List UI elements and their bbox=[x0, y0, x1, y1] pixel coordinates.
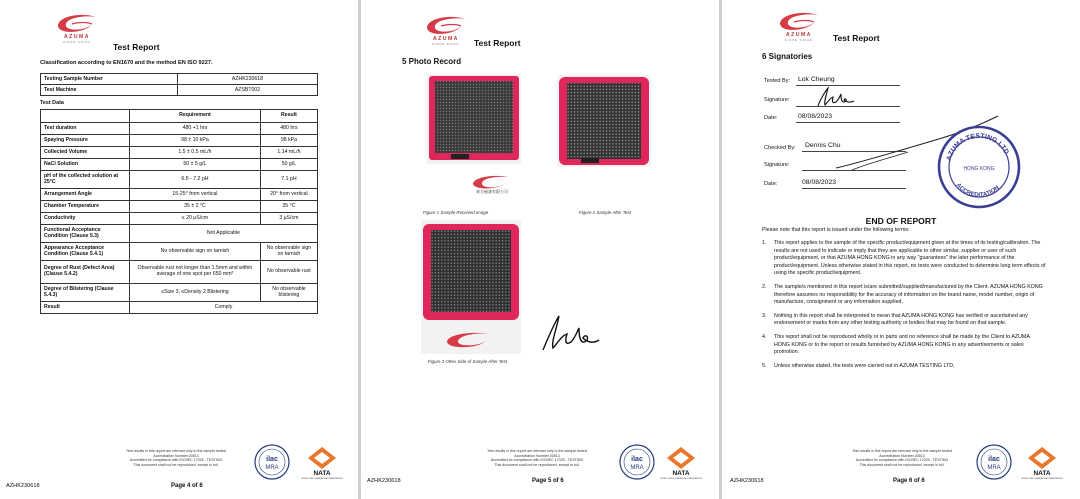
azuma-swirl-icon bbox=[770, 10, 828, 32]
report-page-4 bbox=[0, 0, 358, 499]
company-stamp-icon bbox=[936, 124, 1022, 210]
page-number: Page 4 of 6 bbox=[171, 483, 203, 489]
row-result: 50 g/L bbox=[260, 159, 317, 171]
row-result: 480 hrs bbox=[260, 123, 317, 135]
term-number: 4. bbox=[762, 333, 767, 340]
signature-label: Signature: bbox=[764, 97, 790, 103]
sample-received-photo bbox=[427, 74, 521, 164]
table-row bbox=[41, 284, 318, 302]
stamp-bottom-text: ACCREDITATION bbox=[954, 182, 1001, 199]
list-item bbox=[762, 284, 1046, 307]
rust-label: Degree of Rust (Defect Area) (Clause 5.4.2) bbox=[41, 261, 130, 284]
result-value: Comply bbox=[130, 302, 318, 314]
test-data-table bbox=[40, 109, 318, 314]
photo-azuma-label bbox=[465, 174, 519, 194]
term-text: This report shall not be reproduced wholly or in parts and no reference shall be made by the Client to AZUMA HONG KONG or to the report or results furnished by AZUMA HONG KONG in any advertisements or sales promotion. bbox=[774, 333, 1030, 356]
stamp-top-text: AZUMA TESTING LTD bbox=[945, 132, 1010, 162]
row-requirement: 480 +1 hrs bbox=[130, 123, 261, 135]
checked-by-name: Dennis Chu bbox=[805, 142, 841, 149]
sample-number-label: Testing Sample Number bbox=[41, 74, 178, 85]
signature-image bbox=[537, 312, 603, 356]
signatories-heading: 6 Signatories bbox=[762, 52, 813, 61]
photo-record-heading: 5 Photo Record bbox=[402, 57, 462, 66]
functional-acceptance-label: Functional Acceptance Condition (Clause 5.3) bbox=[41, 225, 130, 243]
term-number: 5. bbox=[762, 362, 767, 369]
row-result: 1.14 mL/h bbox=[260, 147, 317, 159]
sample-reference: AZHK230618 bbox=[6, 483, 40, 489]
table-row bbox=[41, 171, 318, 189]
checker-signature-line bbox=[802, 170, 906, 171]
sample-other-side-photo bbox=[421, 220, 521, 354]
term-number: 3. bbox=[762, 312, 767, 319]
row-requirement: 98 ± 10 kPa bbox=[130, 135, 261, 147]
test-data-heading: Test Data bbox=[40, 100, 64, 106]
azuma-swirl-icon bbox=[48, 12, 106, 34]
report-title: Test Report bbox=[474, 38, 521, 48]
term-text: Nothing in this report shall be interpreted to mean that AZUMA HONG KONG has verified or ascertained any endorsement or marks from any other testing authority or bodies that may be found on that sample. bbox=[774, 312, 1028, 327]
accreditation-footnote: Test results in this report are relevant only to the sample tested Accreditation Number:20513 Accredited for compliance with ISO/IEC 17025 - TESTING This document shall not be reproduced, except in full. bbox=[852, 449, 952, 467]
checked-by-label: Checked By: bbox=[764, 145, 796, 151]
table-row bbox=[41, 225, 318, 243]
row-result: 35 °C bbox=[260, 201, 317, 213]
row-label: Spaying Pressure bbox=[41, 135, 130, 147]
logo-subtext: HONG KONG bbox=[432, 42, 460, 46]
list-item bbox=[762, 313, 1046, 328]
empty-header-cell bbox=[41, 110, 130, 123]
term-text: The sample/s mentioned in this report is/are submitted/supplied/manufactured by the Client. AZUMA HONG KONG therefore assumes no responsibility for the accuracy of information on the brand name, model number, origin of manufacture, consignment or any information supplied. bbox=[774, 283, 1043, 306]
report-title: Test Report bbox=[113, 42, 160, 52]
table-row bbox=[41, 261, 318, 284]
date-label: Date: bbox=[764, 181, 778, 187]
classification-text: Classification according to EN1670 and the method EN ISO 9227. bbox=[40, 60, 213, 66]
accreditation-footnote: Test results in this report are relevant only to the sample tested Accreditation Number:20513 Accredited for compliance with ISO/IEC 17025 - TESTING This document shall not be reproduced, except in full. bbox=[126, 449, 226, 467]
functional-acceptance-value: Not Applicable bbox=[130, 225, 318, 243]
tested-by-label: Tested By: bbox=[764, 78, 791, 84]
nata-text: NATA bbox=[672, 470, 690, 477]
row-requirement: ≤ 20 μS/cm bbox=[130, 213, 261, 225]
ilac-text: ilac bbox=[266, 456, 278, 463]
figure-3-caption: Figure 3 Other Side of Sample After Test bbox=[428, 359, 507, 364]
row-label: Chamber Temperature bbox=[41, 201, 130, 213]
table-row bbox=[41, 74, 318, 85]
azuma-swirl-icon bbox=[417, 14, 475, 36]
sample-reference: AZHK230618 bbox=[367, 478, 401, 484]
nata-seal-icon bbox=[1021, 446, 1063, 480]
sample-reference: AZHK230618 bbox=[730, 478, 764, 484]
tested-by-name: Lok Cheung bbox=[798, 76, 835, 83]
row-label: Arrangement Angle bbox=[41, 189, 130, 201]
row-label: Collected Volume bbox=[41, 147, 130, 159]
logo-text: AZUMA bbox=[785, 32, 813, 38]
nata-text: NATA bbox=[1033, 470, 1051, 477]
end-of-report-heading: END OF REPORT bbox=[865, 216, 937, 226]
row-requirement: 35 ± 2 °C bbox=[130, 201, 261, 213]
test-machine-label: Test Machine bbox=[41, 85, 178, 96]
result-label: Result bbox=[41, 302, 130, 314]
azuma-logo bbox=[417, 14, 475, 46]
table-row bbox=[41, 201, 318, 213]
nata-seal-icon bbox=[301, 446, 343, 480]
test-machine-value: AZSBT002 bbox=[178, 85, 318, 96]
rust-result: No observable rust bbox=[260, 261, 317, 284]
row-result: 20° from vertical bbox=[260, 189, 317, 201]
term-text: This report applies to the sample of the specific product/equipment given at the times of its testing/calibration. The results are not used to indicate or imply that they are applicable to other similar, supplier or user of such product/equipment, or that AZUMA HONG KONG in any way "guarantees" the later performance of the product/equipment. Unless otherwise stated in this report, no tests were conducted to determine long term effects of using the specific product/equipment. bbox=[774, 240, 1046, 277]
accreditation-footnote: Test results in this report are relevant only to the sample tested Accreditation Number:20513 Accredited for compliance with ISO/IEC 17025 - TESTING This document shall not be reproduced, except in full. bbox=[487, 449, 587, 467]
report-title: Test Report bbox=[833, 33, 880, 43]
ilac-mra-seal-icon bbox=[619, 444, 655, 480]
nata-subtext: WORLD RECOGNISED ACCREDITATION bbox=[660, 478, 702, 480]
mra-text: MRA bbox=[987, 465, 1001, 471]
figure-2-caption: Figure 2 Sample After Test bbox=[579, 210, 631, 215]
table-row bbox=[41, 243, 318, 261]
appearance-result: No observable sign on tarnish bbox=[260, 243, 317, 261]
term-number: 2. bbox=[762, 283, 767, 290]
azuma-logo bbox=[770, 10, 828, 42]
photo-cn-label: 東方檢測有限公司 bbox=[476, 189, 508, 194]
table-row bbox=[41, 189, 318, 201]
blistering-label: Degree of Blistering (Clause 5.4.3) bbox=[41, 284, 130, 302]
stamp-sub-text: HONG KONG bbox=[963, 166, 995, 172]
list-item bbox=[762, 363, 1046, 371]
row-label: pH of the collected solution at 25°C bbox=[41, 171, 130, 189]
row-result: 3 μS/cm bbox=[260, 213, 317, 225]
table-row bbox=[41, 123, 318, 135]
page-number: Page 6 of 6 bbox=[893, 478, 925, 484]
list-item bbox=[762, 334, 1046, 357]
row-requirement: 1.5 ± 0.5 mL/h bbox=[130, 147, 261, 159]
ilac-mra-seal-icon bbox=[254, 444, 290, 480]
blistering-result: No observable blistering bbox=[260, 284, 317, 302]
table-row bbox=[41, 135, 318, 147]
sample-number-value: AZHK230618 bbox=[178, 74, 318, 85]
row-requirement: 15-25° from vertical bbox=[130, 189, 261, 201]
table-row bbox=[41, 213, 318, 225]
nata-subtext: WORLD RECOGNISED ACCREDITATION bbox=[1021, 478, 1063, 480]
logo-text: AZUMA bbox=[432, 36, 460, 42]
ilac-text: ilac bbox=[631, 456, 643, 463]
rust-requirement: Observable rust not longer than 1.5mm and within average of one spot per 650 mm² bbox=[130, 261, 261, 284]
report-page-6 bbox=[722, 0, 1080, 499]
ilac-text: ilac bbox=[988, 456, 1000, 463]
nata-subtext: WORLD RECOGNISED ACCREDITATION bbox=[301, 478, 343, 480]
term-text: Unless otherwise stated, the tests were carried out in AZUMA TESTING LTD, bbox=[774, 362, 955, 369]
appearance-requirement: No observable sign on tarnish bbox=[130, 243, 261, 261]
figure-1-caption: Figure 1 Sample Received Image bbox=[423, 210, 489, 215]
checked-date: 08/08/2023 bbox=[802, 179, 837, 186]
mra-text: MRA bbox=[265, 465, 279, 471]
requirement-header: Requirement bbox=[130, 110, 261, 123]
table-row bbox=[41, 85, 318, 96]
logo-subtext: HONG KONG bbox=[785, 38, 813, 42]
table-row bbox=[41, 159, 318, 171]
ilac-mra-seal-icon bbox=[976, 444, 1012, 480]
logo-text: AZUMA bbox=[63, 34, 91, 40]
report-page-5 bbox=[361, 0, 719, 499]
terms-intro: Please note that this report is issued under the following terms: bbox=[762, 227, 910, 233]
row-requirement: 50 ± 5 g/L bbox=[130, 159, 261, 171]
tester-signature-line bbox=[796, 106, 900, 107]
page-number: Page 5 of 6 bbox=[532, 478, 564, 484]
date-label: Date: bbox=[764, 115, 778, 121]
sample-after-test-photo bbox=[557, 75, 651, 167]
table-header-row bbox=[41, 110, 318, 123]
row-label: NaCl Solution bbox=[41, 159, 130, 171]
row-label: Test duration bbox=[41, 123, 130, 135]
list-item bbox=[762, 240, 1046, 278]
row-result: 98 kPa bbox=[260, 135, 317, 147]
nata-seal-icon bbox=[660, 446, 702, 480]
row-result: 7.1 pH bbox=[260, 171, 317, 189]
table-row bbox=[41, 147, 318, 159]
row-label: Conductivity bbox=[41, 213, 130, 225]
blistering-requirement: ≤Size 3, ≤Density 2 Blistering bbox=[130, 284, 261, 302]
sample-info-table bbox=[40, 73, 318, 96]
logo-subtext: HONG KONG bbox=[63, 40, 91, 44]
row-requirement: 6.5 - 7.2 pH bbox=[130, 171, 261, 189]
term-number: 1. bbox=[762, 240, 767, 246]
table-row bbox=[41, 302, 318, 314]
azuma-logo bbox=[48, 12, 106, 44]
mra-text: MRA bbox=[630, 465, 644, 471]
svg-text:AZUMA TESTING LTD bbox=[946, 133, 1010, 162]
appearance-label: Appearance Acceptance Condition (Clause 5.4.1) bbox=[41, 243, 130, 261]
checked-date-line bbox=[802, 188, 906, 189]
tested-date: 08/08/2023 bbox=[798, 113, 833, 120]
signature-label: Signature: bbox=[764, 162, 790, 168]
svg-text:ACCREDITATION bbox=[955, 182, 1001, 198]
terms-list bbox=[762, 240, 1046, 376]
result-header: Result bbox=[260, 110, 317, 123]
nata-text: NATA bbox=[313, 470, 331, 477]
